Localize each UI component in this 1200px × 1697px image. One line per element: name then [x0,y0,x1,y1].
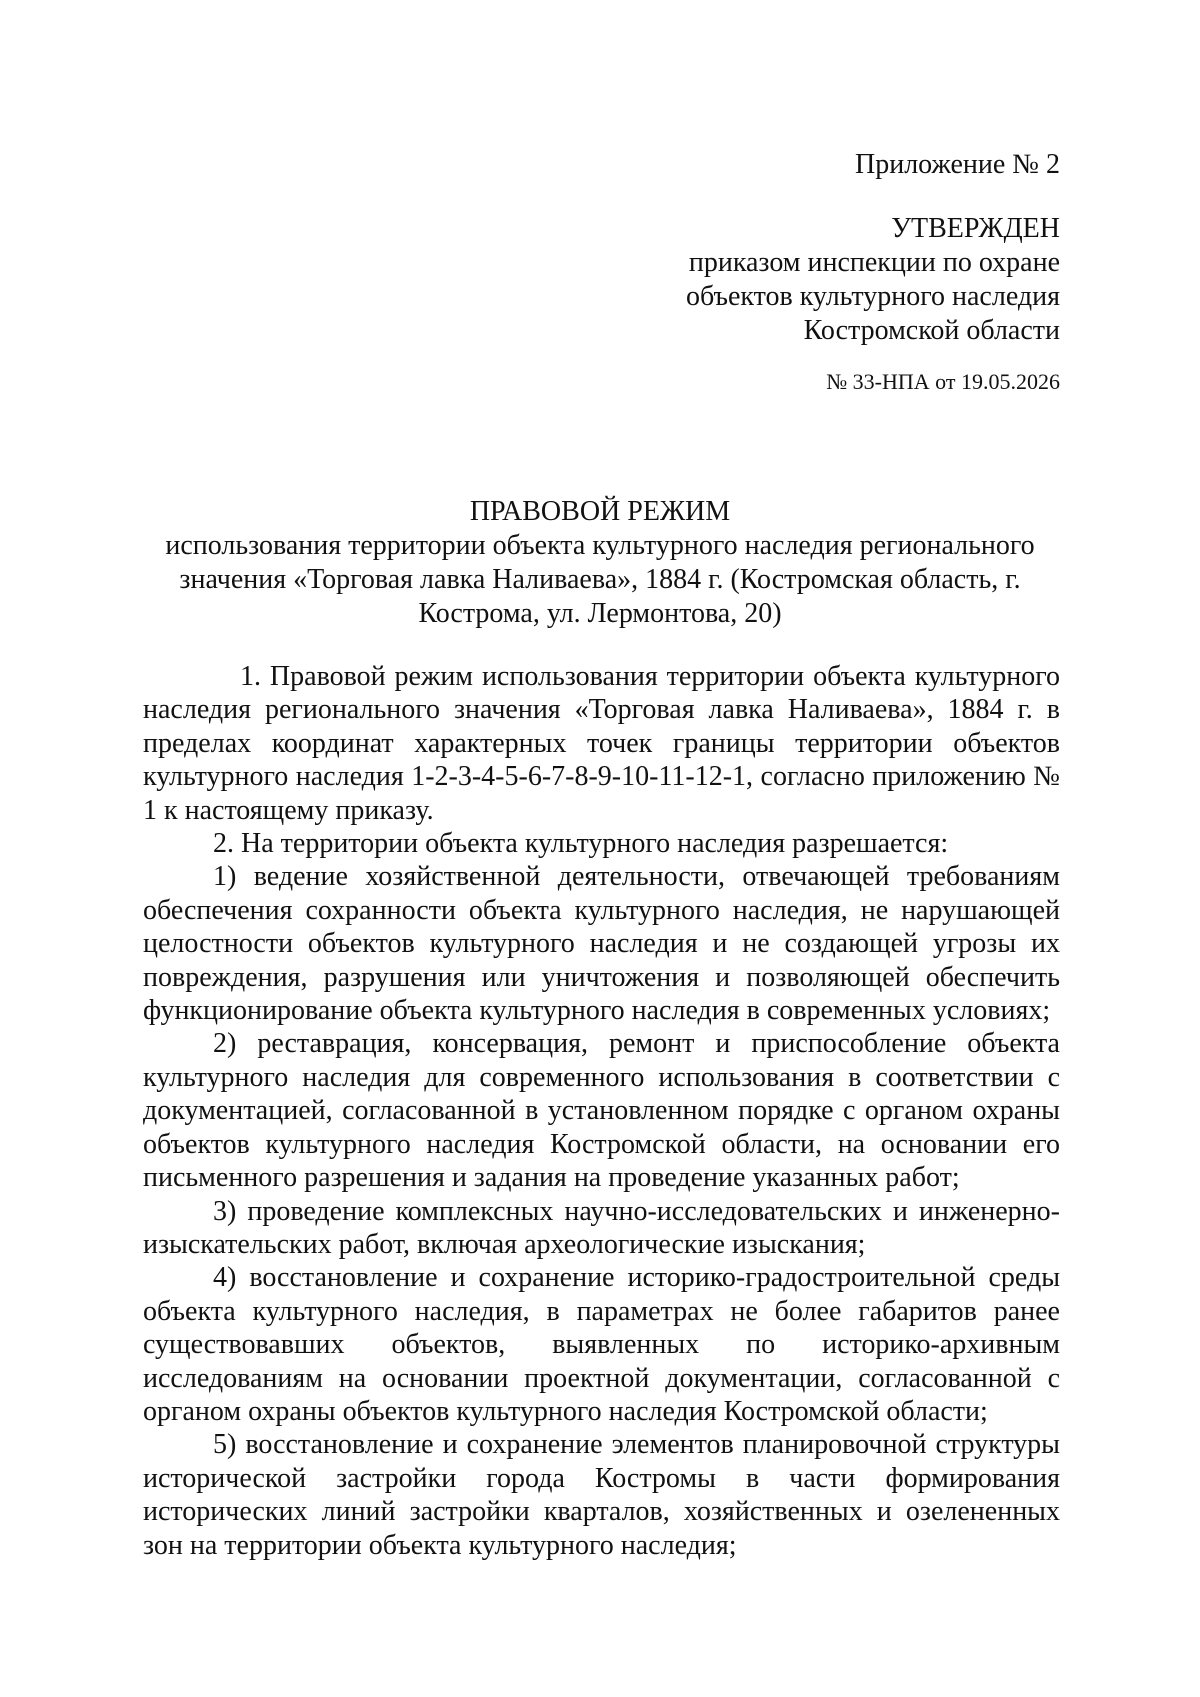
approval-line-3: Костромской области [803,315,1060,346]
list-item: 3) проведение комплексных научно-исследовательских и инженерно-изыскательских работ, включая археологические изыскания; [143,1195,1060,1260]
approval-stamp-block [686,212,1060,348]
order-number: № 33-НПА от 19.05.2026 [826,369,1060,394]
approval-line-2: объектов культурного наследия [685,281,1060,312]
document-title [140,495,1060,631]
approved-label: УТВЕРЖДЕН [891,213,1060,244]
list-item: 4) восстановление и сохранение историко-градостроительной среды объекта культурного наследия, в параметрах не более габаритов ранее существовавших объектов, выявленных по историко-архивным исследованиям на основании проектной документации, согласованной с органом охраны объектов культурного наследия Костромской области; [143,1262,1060,1427]
paragraph-2: 2. На территории объекта культурного наследия разрешается: [213,828,949,860]
document-body [143,660,1060,1562]
list-item: 5) восстановление и сохранение элементов планировочной структуры исторической застройки города Костромы в части формирования исторических линий застройки кварталов, хозяйственных и озелененных зон на территории объекта культурного наследия; [143,1429,1060,1561]
list-item: 2) реставрация, консервация, ремонт и приспособление объекта культурного наследия для современного использования в соответствии с документацией, согласованной в установленном порядке с органом охраны объектов культурного наследия Костромской области, на основании его письменного разрешения и задания на проведение указанных работ; [143,1028,1060,1194]
title-heading: ПРАВОВОЙ РЕЖИМ [469,496,731,527]
paragraph-1: 1. Правовой режим использования территории объекта культурного наследия регионального значения «Торговая лавка Наливаева», 1884 г. в пределах координат характерных точек границы территории объектов культурного наследия 1-2-3-4-5-6-7-8-9-10-11-12-1, согласно приложению № 1 к настоящему приказу. [143,661,1060,826]
list-item: 1) ведение хозяйственной деятельности, отвечающей требованиям обеспечения сохранности объекта культурного наследия, не нарушающей целостности объектов культурного наследия и не создающей угрозы их повреждения, разрушения или уничтожения и позволяющей обеспечить функционирование объекта культурного наследия в современных условиях; [143,861,1060,1027]
appendix-label: Приложение № 2 [855,149,1060,180]
approval-line-1: приказом инспекции по охране [688,247,1060,278]
title-subheading: использования территории объекта культурного наследия регионального значения «Торговая лавка Наливаева», 1884 г. (Костромская область, г. Кострома, ул. Лермонтова, 20) [165,530,1035,629]
